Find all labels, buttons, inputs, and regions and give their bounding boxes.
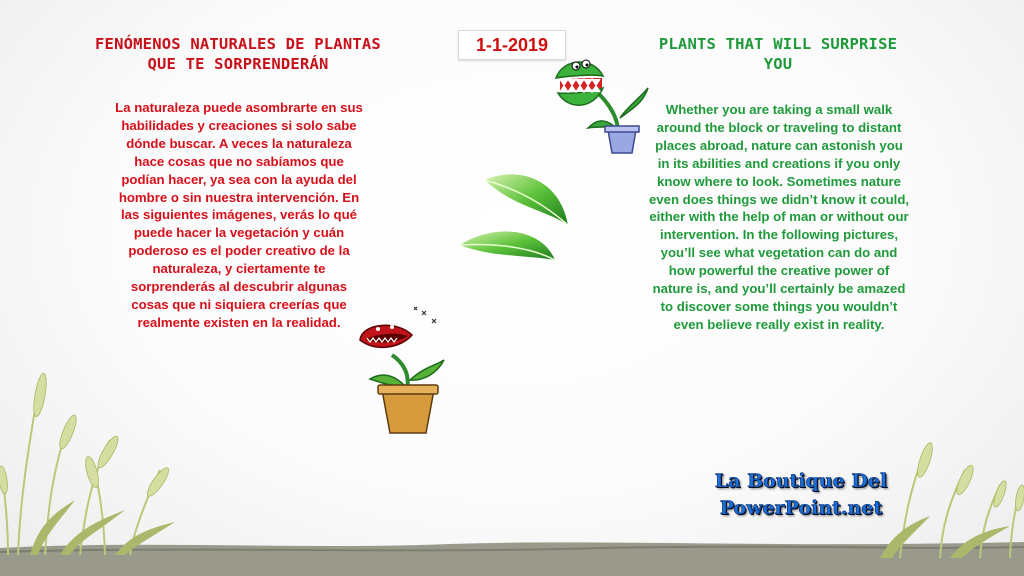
brand-line-2: PowerPoint.net [719, 497, 883, 519]
brand-line-1: La Boutique Del [714, 470, 888, 492]
date-label: 1-1-2019 [458, 30, 566, 60]
brand-wordart [690, 468, 912, 522]
spanish-paragraph: La naturaleza puede asombrarte en sus habilidades y creaciones si solo sabe dónde buscar. A veces la naturaleza hace cosas que no sabíamos que podían hacer, ya sea con la ayuda del hombre o sin nuestra intervención. En las siguientes imágenes, verás lo qué puede hacer la vegetación y cuán poderoso es el poder creativo de la naturaleza, y ciertamente te sorprenderás al descubrir algunas cosas que ni siquiera creerías que realmente existen en la realidad. [115, 100, 363, 330]
red-carnivorous-plant-image [352, 305, 452, 440]
grass-left-illustration [0, 360, 200, 560]
english-paragraph: Whether you are taking a small walk around the block or traveling to distant places abroad, nature can astonish you in its abilities and creations if you only know where to look. Sometimes nature even does things we didn’t know it could, either with the help of man or without our intervention. In the following pictures, you’ll see what vegetation can do and how powerful the creative power of nature is, and you’ll certainly be amazed to discover some things you wouldn’t even believe really exist in reality. [648, 102, 910, 332]
green-carnivorous-plant-image [548, 48, 660, 160]
english-title: PLANTS THAT WILL SURPRISE YOU [658, 35, 898, 73]
spanish-title: FENÓMENOS NATURALES DE PLANTAS QUE TE SORPRENDERÁN [95, 35, 381, 73]
green-leaves-image [450, 165, 580, 295]
